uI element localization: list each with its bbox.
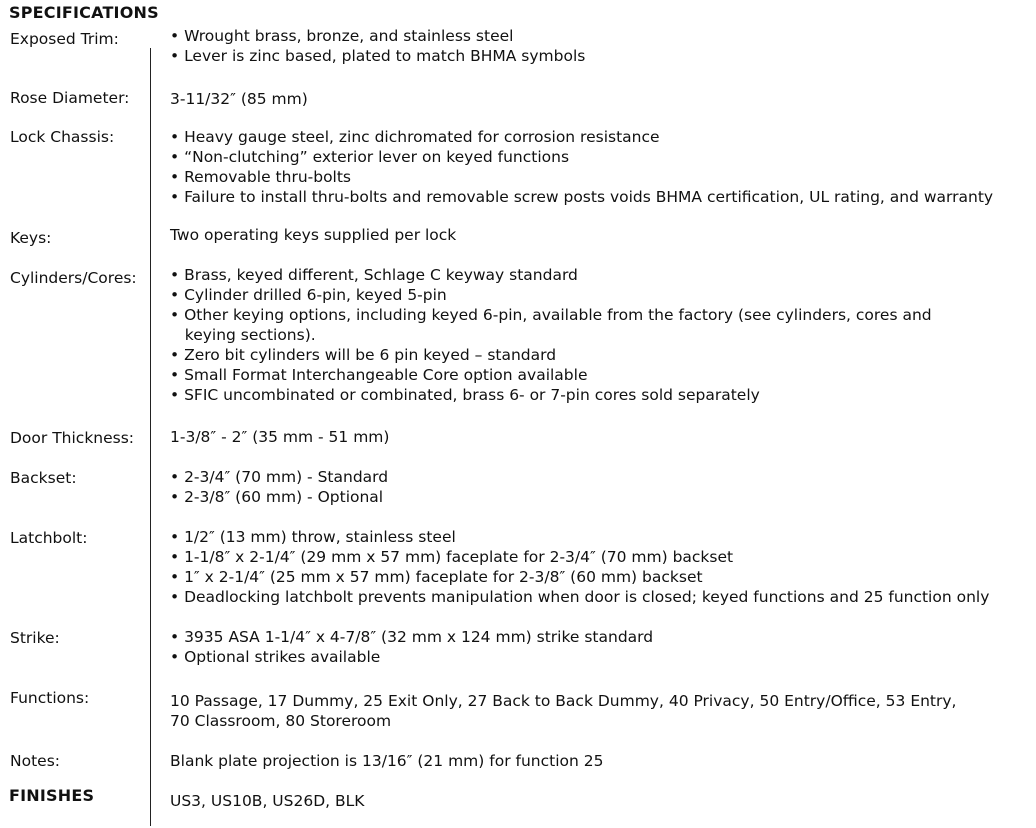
strike-label: Strike: [10, 629, 60, 647]
list-item: • “Non-clutching” exterior lever on keyed functions [170, 148, 570, 166]
finishes-value: US3, US10B, US26D, BLK [170, 792, 365, 810]
list-item: • 2-3/8″ (60 mm) - Optional [170, 488, 384, 506]
list-item: • 1-1/8″ x 2-1/4″ (29 mm x 57 mm) faceplate for 2-3/4″ (70 mm) backset [170, 548, 734, 566]
list-item: • Optional strikes available [170, 648, 381, 666]
column-divider-bottom [150, 806, 151, 826]
exposed-trim-label: Exposed Trim: [10, 30, 119, 48]
list-item: • Heavy gauge steel, zinc dichromated for corrosion resistance [170, 128, 660, 146]
list-item: • Removable thru-bolts [170, 168, 352, 186]
list-item: • Brass, keyed different, Schlage C keyway standard [170, 266, 578, 284]
cylinders-cores-list [170, 265, 932, 405]
notes-value: Blank plate projection is 13/16″ (21 mm) for function 25 [170, 752, 604, 770]
column-divider [150, 48, 151, 807]
functions-value: 10 Passage, 17 Dummy, 25 Exit Only, 27 Back to Back Dummy, 40 Privacy, 50 Entry/Office, 53 Entry, 70 Classroom, 80 Storeroom [170, 692, 957, 730]
list-item: • 1″ x 2-1/4″ (25 mm x 57 mm) faceplate for 2-3/8″ (60 mm) backset [170, 568, 703, 586]
functions-label: Functions: [10, 689, 90, 707]
list-item: • Small Format Interchangeable Core option available [170, 366, 588, 384]
lock-chassis-list [170, 127, 993, 207]
lock-chassis-label: Lock Chassis: [10, 128, 115, 146]
list-item: • 2-3/4″ (70 mm) - Standard [170, 468, 389, 486]
backset-list [170, 467, 388, 507]
door-thickness-value: 1-3/8″ - 2″ (35 mm - 51 mm) [170, 428, 390, 446]
cylinders-cores-label: Cylinders/Cores: [10, 269, 137, 287]
list-item: • Lever is zinc based, plated to match BHMA symbols [170, 47, 586, 65]
notes-label: Notes: [10, 752, 60, 770]
list-item: keying sections). [170, 326, 316, 344]
latchbolt-label: Latchbolt: [10, 529, 88, 547]
specifications-heading: SPECIFICATIONS [9, 3, 159, 22]
rose-diameter-value: 3-11/32″ (85 mm) [170, 90, 308, 108]
list-item: • Wrought brass, bronze, and stainless steel [170, 27, 514, 45]
list-item: • Other keying options, including keyed 6-pin, available from the factory (see cylinders, cores and [170, 306, 932, 324]
latchbolt-list [170, 527, 989, 607]
list-item: • 1/2″ (13 mm) throw, stainless steel [170, 528, 456, 546]
list-item: • Deadlocking latchbolt prevents manipulation when door is closed; keyed functions and 25 function only [170, 588, 990, 606]
finishes-heading: FINISHES [9, 786, 95, 805]
list-item: • Failure to install thru-bolts and removable screw posts voids BHMA certification, UL rating, and warranty [170, 188, 994, 206]
list-item: • Zero bit cylinders will be 6 pin keyed – standard [170, 346, 557, 364]
keys-label: Keys: [10, 229, 52, 247]
rose-diameter-label: Rose Diameter: [10, 89, 130, 107]
list-item: • SFIC uncombinated or combinated, brass 6- or 7-pin cores sold separately [170, 386, 760, 404]
exposed-trim-list [170, 26, 585, 66]
backset-label: Backset: [10, 469, 77, 487]
list-item: • Cylinder drilled 6-pin, keyed 5-pin [170, 286, 447, 304]
door-thickness-label: Door Thickness: [10, 429, 135, 447]
strike-list [170, 627, 653, 667]
list-item: • 3935 ASA 1-1/4″ x 4-7/8″ (32 mm x 124 mm) strike standard [170, 628, 654, 646]
keys-value: Two operating keys supplied per lock [170, 226, 457, 244]
